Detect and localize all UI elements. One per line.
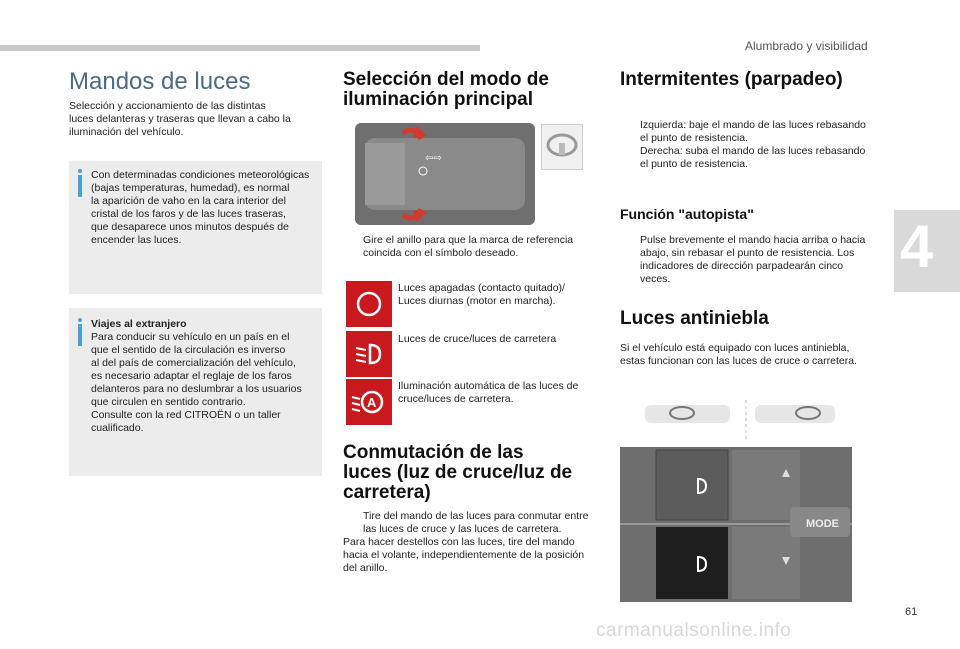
- bullet-item: [620, 145, 875, 171]
- bullet-line: Tire del mando de las luces para conmutar entre: [363, 510, 589, 522]
- auto-letter: A: [367, 395, 377, 410]
- heading-line: luces (luz de cruce/luz de: [343, 462, 573, 483]
- headlight-icon: [346, 331, 392, 377]
- note-text: [91, 169, 321, 247]
- para-line: del anillo.: [343, 562, 388, 574]
- bullet-line: Derecha: suba el mando de las luces rebasando: [640, 145, 866, 157]
- bullet-line: veces.: [640, 273, 671, 285]
- page-title: Mandos de luces: [69, 68, 251, 95]
- autopista-bullet: [620, 234, 875, 286]
- bullet-text: [363, 510, 588, 536]
- note-line: la aparición de vaho en la cara interior del: [91, 195, 286, 207]
- bullet-item: [620, 234, 875, 286]
- note-line: que desaparece unos minutos después de: [91, 221, 289, 233]
- auto-lights-icon-box: [346, 379, 392, 425]
- note-title: Viajes al extranjero: [91, 318, 187, 330]
- bullet-icon: [343, 234, 355, 260]
- note-line: (bajas temperaturas, humedad), es normal: [91, 182, 290, 194]
- watermark: carmanualsonline.info: [596, 620, 792, 641]
- bullet-item: [343, 510, 598, 536]
- intro-line: Selección y accionamiento de las distintas: [69, 100, 266, 112]
- para-line: Para hacer destellos con las luces, tire del mando: [343, 536, 575, 548]
- mode-line: Luces apagadas (contacto quitado)/: [398, 282, 565, 294]
- fog-line: estas funcionan con las luces de cruce o carretera.: [620, 355, 857, 367]
- info-icon: [78, 324, 82, 346]
- steering-wheel-icon: [542, 125, 582, 169]
- note-line: Consulte con la red CITROËN o un taller: [91, 409, 281, 421]
- bullet-line: el punto de resistencia.: [640, 158, 748, 170]
- section-title: Alumbrado y visibilidad: [745, 39, 868, 53]
- bullet-line: coincida con el símbolo deseado.: [363, 247, 519, 259]
- bullet-icon: [620, 119, 632, 145]
- bullet-icon: [343, 510, 355, 536]
- bullet-line: abajo, sin rebasar el punto de resistencia. Los: [640, 247, 855, 259]
- bullet-line: Gire el anillo para que la marca de referencia: [363, 234, 574, 246]
- note-line: Con determinadas condiciones meteorológicas: [91, 169, 310, 181]
- fog-light-control-panel: [620, 447, 852, 602]
- section-heading-indicators: Intermitentes (parpadeo): [620, 69, 843, 90]
- bullet-line: el punto de resistencia.: [640, 132, 748, 144]
- bullet-line: Pulse brevemente el mando hacia arriba o hacia: [640, 234, 866, 246]
- note-box-abroad: [69, 308, 322, 476]
- bullet-line: las luces de cruce y las luces de carretera.: [363, 523, 562, 535]
- circle-icon: [346, 281, 392, 327]
- intro-text: [69, 100, 319, 139]
- subheading-autopista: Función "autopista": [620, 206, 754, 222]
- section-heading-switch: [343, 443, 572, 503]
- heading-line: Selección del modo de: [343, 69, 549, 90]
- note-line: delanteros para no deslumbrar a los usuarios: [91, 383, 302, 395]
- fog-text: [620, 342, 875, 368]
- note-line: al del país de comercialización del vehículo,: [91, 357, 296, 369]
- section-heading-mode: [343, 70, 549, 110]
- chapter-number: 4: [900, 213, 934, 280]
- fog-control-illustration: [620, 447, 852, 602]
- note-line: que el sentido de la circulación es inverso: [91, 344, 286, 356]
- note-line: que circulen en sentido contrario.: [91, 396, 246, 408]
- bullet-icon: [620, 234, 632, 286]
- bullet-item: [620, 119, 875, 145]
- note-line: Para conducir su vehículo en un país en el: [91, 331, 290, 343]
- intro-line: luces delanteras y traseras que llevan a cabo la: [69, 113, 291, 125]
- bullet-item: [343, 234, 593, 260]
- mode-line: Luces diurnas (motor en marcha).: [398, 295, 556, 307]
- note-line: es necesario adaptar el reglaje de los faros: [91, 370, 292, 382]
- switch-text: [343, 510, 598, 575]
- bullet-ring: [343, 234, 593, 260]
- lights-off-icon-box: [346, 281, 392, 327]
- bullet-line: Izquierda: baje el mando de las luces rebasando: [640, 119, 866, 131]
- light-stalk-photo: [355, 123, 535, 225]
- intro-line: iluminación del vehículo.: [69, 126, 184, 138]
- header-rule: [0, 45, 480, 51]
- svg-text:⇦⇨: ⇦⇨: [425, 153, 442, 164]
- heading-line: carretera): [343, 482, 431, 503]
- bullet-text: [363, 234, 573, 260]
- steering-wheel-diagrams: [640, 400, 840, 440]
- fog-line: Si el vehículo está equipado con luces antiniebla,: [620, 342, 850, 354]
- auto-headlight-icon: [346, 379, 392, 425]
- note-text: [91, 318, 321, 435]
- section-heading-fog: Luces antiniebla: [620, 308, 769, 329]
- indicator-bullets: [620, 119, 875, 171]
- note-line: cristal de los faros y de las luces traseras,: [91, 208, 286, 220]
- bullet-text: [640, 234, 865, 286]
- info-icon: [78, 175, 82, 197]
- note-line: encender las luces.: [91, 234, 182, 246]
- note-line: cualificado.: [91, 422, 144, 434]
- mode-off-text: [398, 282, 588, 308]
- note-box-fog: [69, 161, 322, 294]
- mode-line: cruce/luces de carretera.: [398, 393, 514, 405]
- light-stalk-illustration: [355, 123, 535, 225]
- bullet-icon: [620, 145, 632, 171]
- mode-line: Iluminación automática de las luces de: [398, 380, 579, 392]
- mode-dipped-text: Luces de cruce/luces de carretera: [398, 333, 557, 345]
- para-line: hacia el volante, independientemente de la posición: [343, 549, 585, 561]
- bullet-text: [640, 119, 866, 145]
- mode-auto-text: [398, 380, 588, 406]
- heading-line: Conmutación de las: [343, 442, 524, 463]
- heading-line: iluminación principal: [343, 89, 534, 110]
- page-number: 61: [905, 606, 918, 618]
- steering-wheel-thumbnail: [541, 124, 583, 170]
- bullet-line: indicadores de dirección parpadearán cinco: [640, 260, 844, 272]
- steering-wheel-icon: [640, 400, 840, 440]
- bullet-text: [640, 145, 865, 171]
- mode-button-label: MODE: [806, 518, 839, 530]
- dipped-beam-icon-box: [346, 331, 392, 377]
